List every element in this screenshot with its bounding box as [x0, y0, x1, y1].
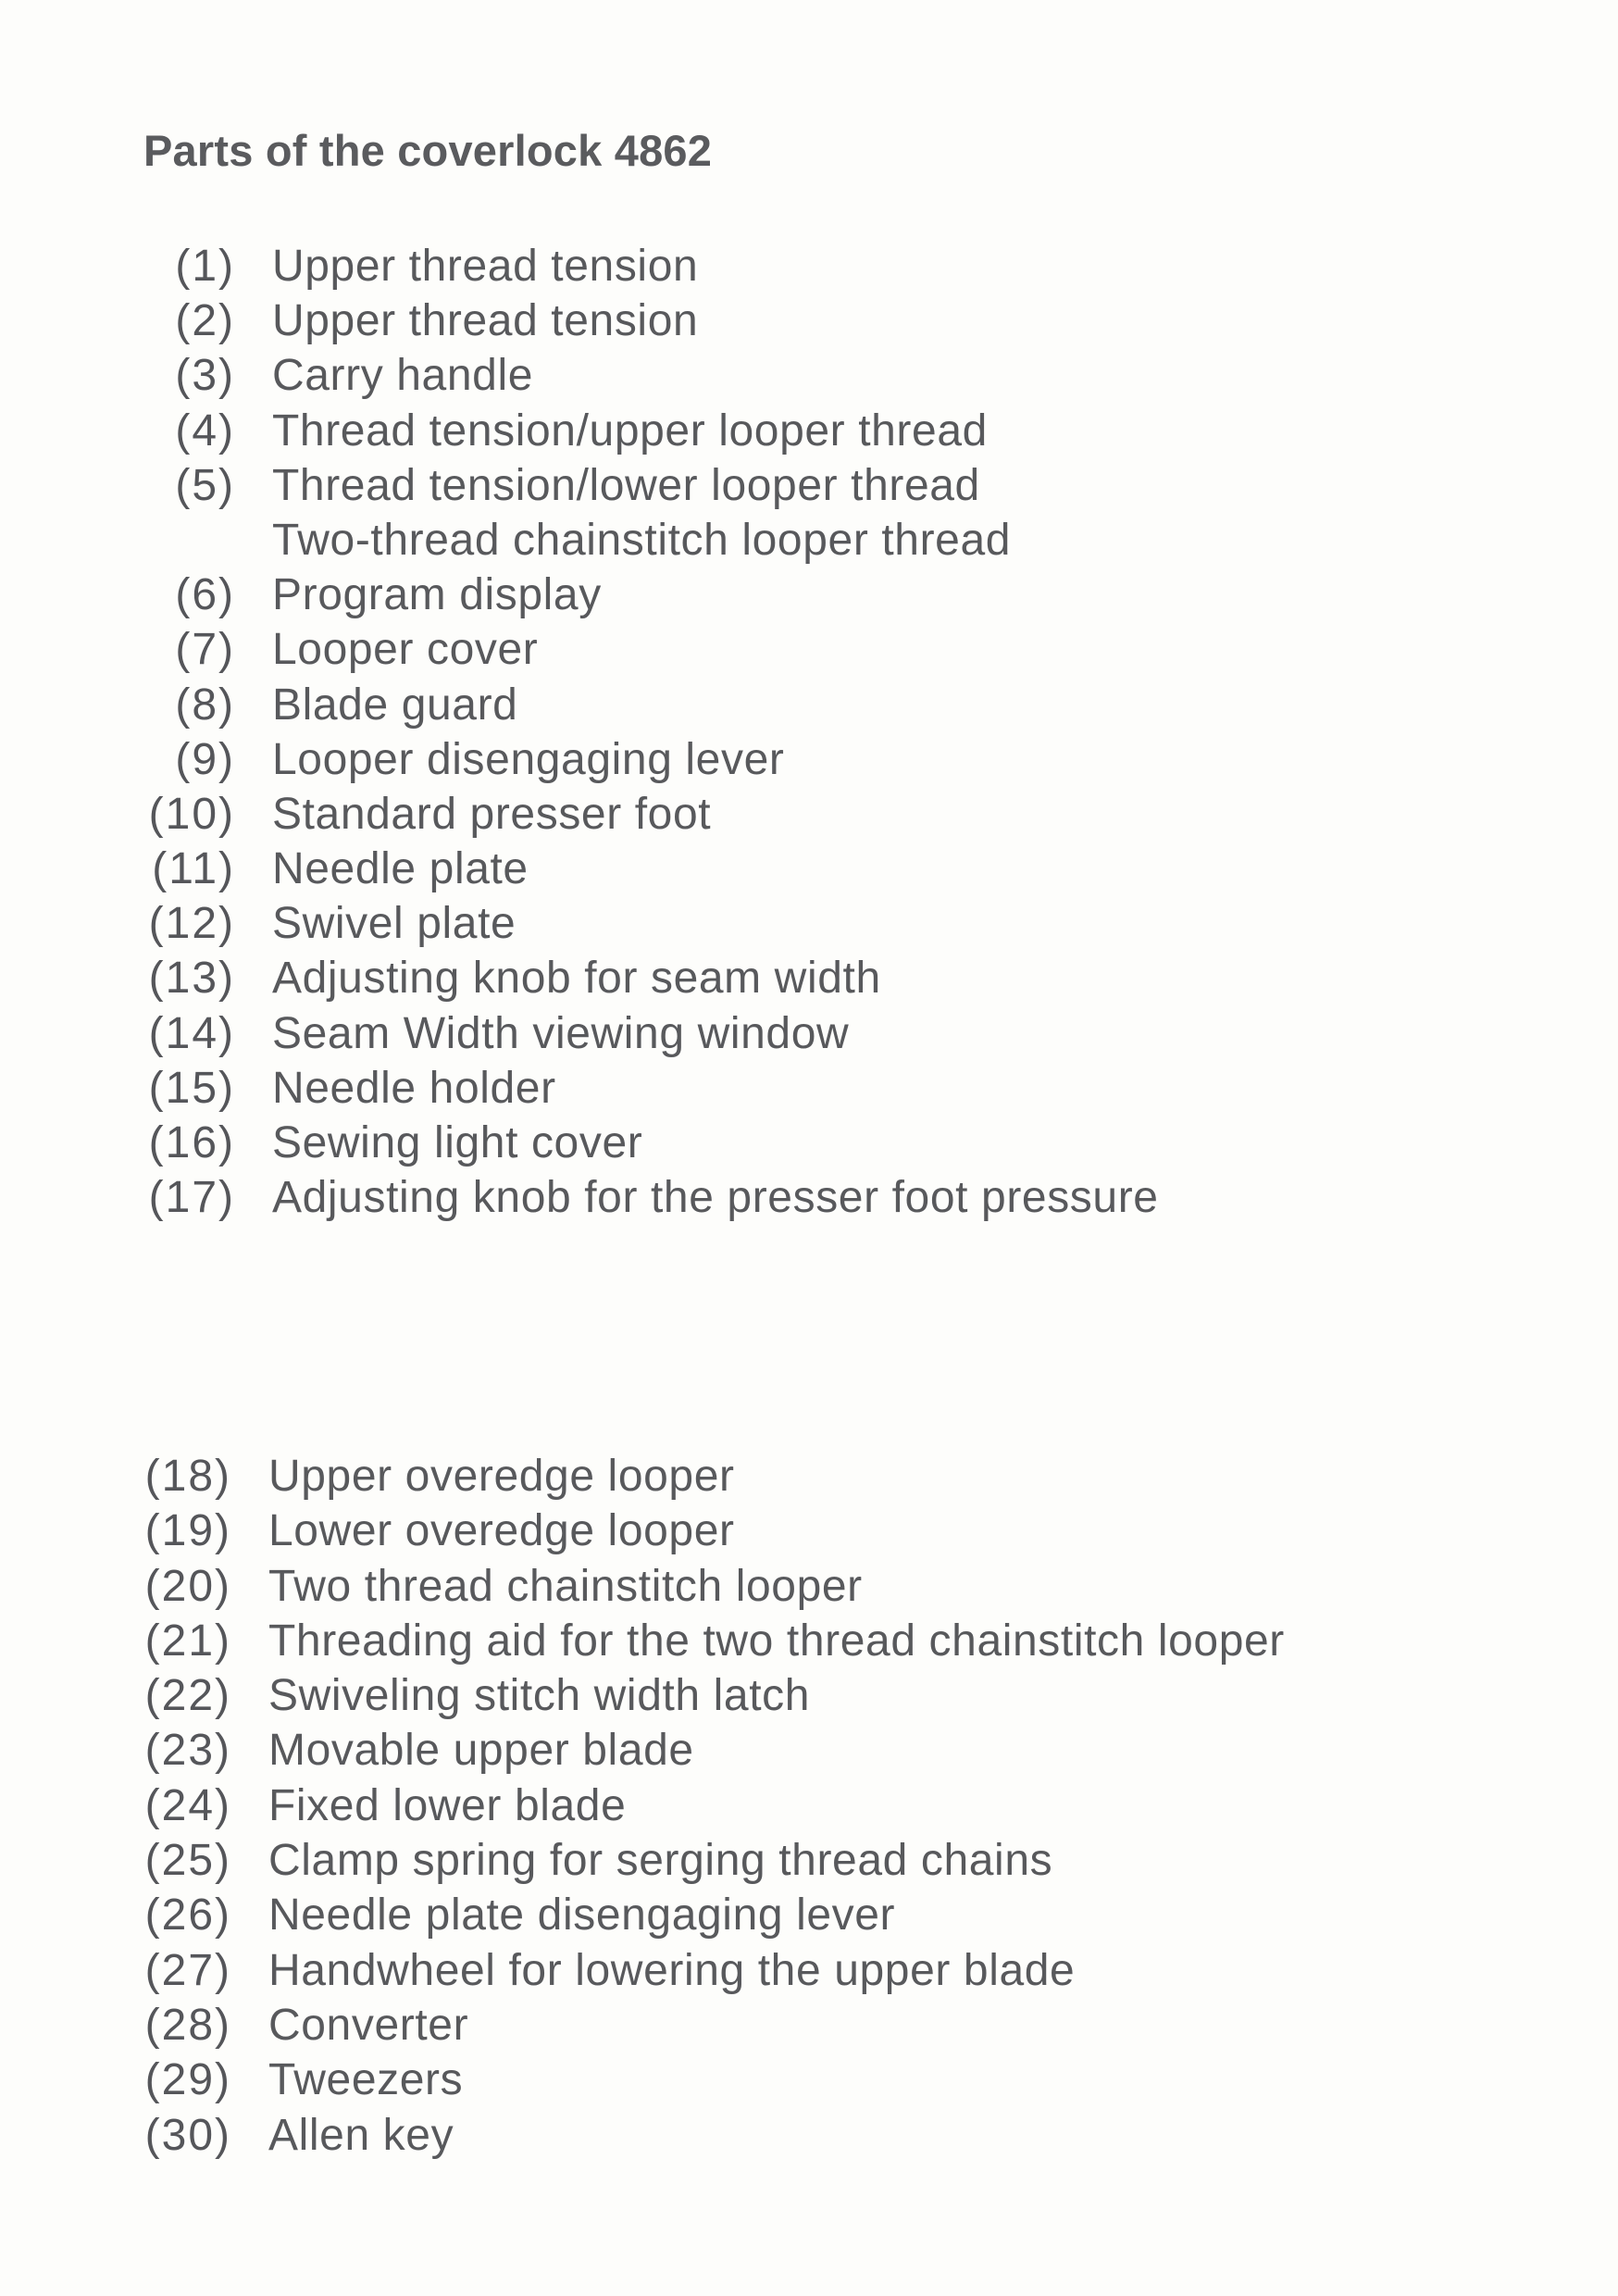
- part-label: Adjusting knob for the presser foot pressure: [272, 1173, 1159, 1223]
- part-label: Sewing light cover: [272, 1118, 643, 1167]
- part-number: (6): [175, 570, 235, 620]
- part-number: (20): [144, 1561, 231, 1611]
- part-item: [135, 1833, 1285, 1888]
- part-number: (11): [152, 844, 235, 894]
- part-number: (9): [175, 734, 235, 784]
- part-item: [139, 622, 1159, 677]
- part-label: Two-thread chainstitch looper thread: [272, 515, 1012, 565]
- part-item: [139, 896, 1159, 951]
- part-number: (29): [144, 2055, 231, 2105]
- part-item-continuation: [139, 513, 1159, 568]
- part-number: (16): [148, 1118, 235, 1167]
- part-number: (5): [175, 460, 235, 510]
- part-item: [139, 678, 1159, 732]
- part-label: Lower overedge looper: [268, 1506, 735, 1556]
- part-label: Looper cover: [272, 625, 539, 675]
- part-item: [135, 2108, 1285, 2163]
- part-label: Two thread chainstitch looper: [268, 1561, 863, 1611]
- part-item: [139, 787, 1159, 842]
- part-label: Needle plate: [272, 844, 529, 894]
- part-item: [135, 1559, 1285, 1614]
- part-item: [139, 458, 1159, 513]
- part-item: [139, 1061, 1159, 1116]
- part-label: Blade guard: [272, 680, 518, 730]
- part-number: (19): [144, 1506, 231, 1556]
- part-number: (27): [144, 1945, 231, 1995]
- part-label: Fixed lower blade: [268, 1780, 627, 1830]
- part-label: Needle holder: [272, 1063, 556, 1113]
- part-item: [135, 1888, 1285, 1942]
- part-item: [139, 732, 1159, 787]
- part-number: (15): [148, 1063, 235, 1113]
- part-item: [139, 293, 1159, 348]
- part-item: [135, 1614, 1285, 1668]
- page-title: Parts of the coverlock 4862: [143, 126, 713, 175]
- part-label: Looper disengaging lever: [272, 734, 785, 784]
- part-label: Upper thread tension: [272, 296, 699, 346]
- part-item: [135, 1943, 1285, 1998]
- part-label: Program display: [272, 570, 602, 620]
- part-label: Tweezers: [268, 2055, 464, 2105]
- part-label: Swivel plate: [272, 899, 517, 949]
- part-number: (8): [175, 680, 235, 730]
- part-item: [135, 1668, 1285, 1723]
- part-label: Carry handle: [272, 351, 534, 401]
- part-number: (21): [144, 1616, 231, 1666]
- part-number: (3): [175, 351, 235, 401]
- part-number: (25): [144, 1836, 231, 1886]
- part-label: Seam Width viewing window: [272, 1008, 850, 1058]
- part-item: [139, 842, 1159, 896]
- part-item: [139, 404, 1159, 458]
- part-item: [139, 951, 1159, 1005]
- part-number: (17): [148, 1173, 235, 1223]
- part-number: (14): [148, 1008, 235, 1058]
- part-label: Threading aid for the two thread chainstitch looper: [268, 1616, 1285, 1666]
- parts-list-main: [139, 239, 1159, 1225]
- part-item: [135, 1504, 1285, 1558]
- part-number: (1): [175, 242, 235, 291]
- part-item: [139, 1006, 1159, 1061]
- part-item: [135, 1998, 1285, 2053]
- part-label: Thread tension/upper looper thread: [272, 406, 988, 455]
- part-item: [139, 239, 1159, 293]
- part-number: (7): [175, 625, 235, 675]
- part-label: Needle plate disengaging lever: [268, 1890, 896, 1940]
- part-number: (12): [148, 899, 235, 949]
- part-number: (10): [148, 789, 235, 839]
- part-item: [135, 1723, 1285, 1778]
- part-number: (22): [144, 1671, 231, 1721]
- part-label: Movable upper blade: [268, 1726, 694, 1776]
- part-number: (28): [144, 2000, 231, 2050]
- part-number: (18): [144, 1452, 231, 1501]
- part-number: (13): [148, 954, 235, 1004]
- part-number: (26): [144, 1890, 231, 1940]
- part-item: [135, 2053, 1285, 2107]
- part-item: [135, 1449, 1285, 1504]
- part-label: Upper overedge looper: [268, 1452, 735, 1501]
- part-label: Allen key: [268, 2110, 454, 2160]
- parts-list-accessories: [135, 1449, 1285, 2163]
- part-label: Upper thread tension: [272, 242, 699, 291]
- part-label: Handwheel for lowering the upper blade: [268, 1945, 1076, 1995]
- part-label: Clamp spring for serging thread chains: [268, 1836, 1053, 1886]
- part-label: Swiveling stitch width latch: [268, 1671, 811, 1721]
- part-item: [135, 1778, 1285, 1833]
- part-label: Converter: [268, 2000, 469, 2050]
- part-number: (2): [175, 296, 235, 346]
- part-item: [139, 568, 1159, 622]
- part-label: Adjusting knob for seam width: [272, 954, 881, 1004]
- part-label: Thread tension/lower looper thread: [272, 460, 980, 510]
- part-number: (23): [144, 1726, 231, 1776]
- part-item: [139, 348, 1159, 403]
- part-label: Standard presser foot: [272, 789, 712, 839]
- part-item: [139, 1116, 1159, 1170]
- part-number: (30): [144, 2110, 231, 2160]
- part-number: (24): [144, 1780, 231, 1830]
- part-number: (4): [175, 406, 235, 455]
- part-item: [139, 1170, 1159, 1225]
